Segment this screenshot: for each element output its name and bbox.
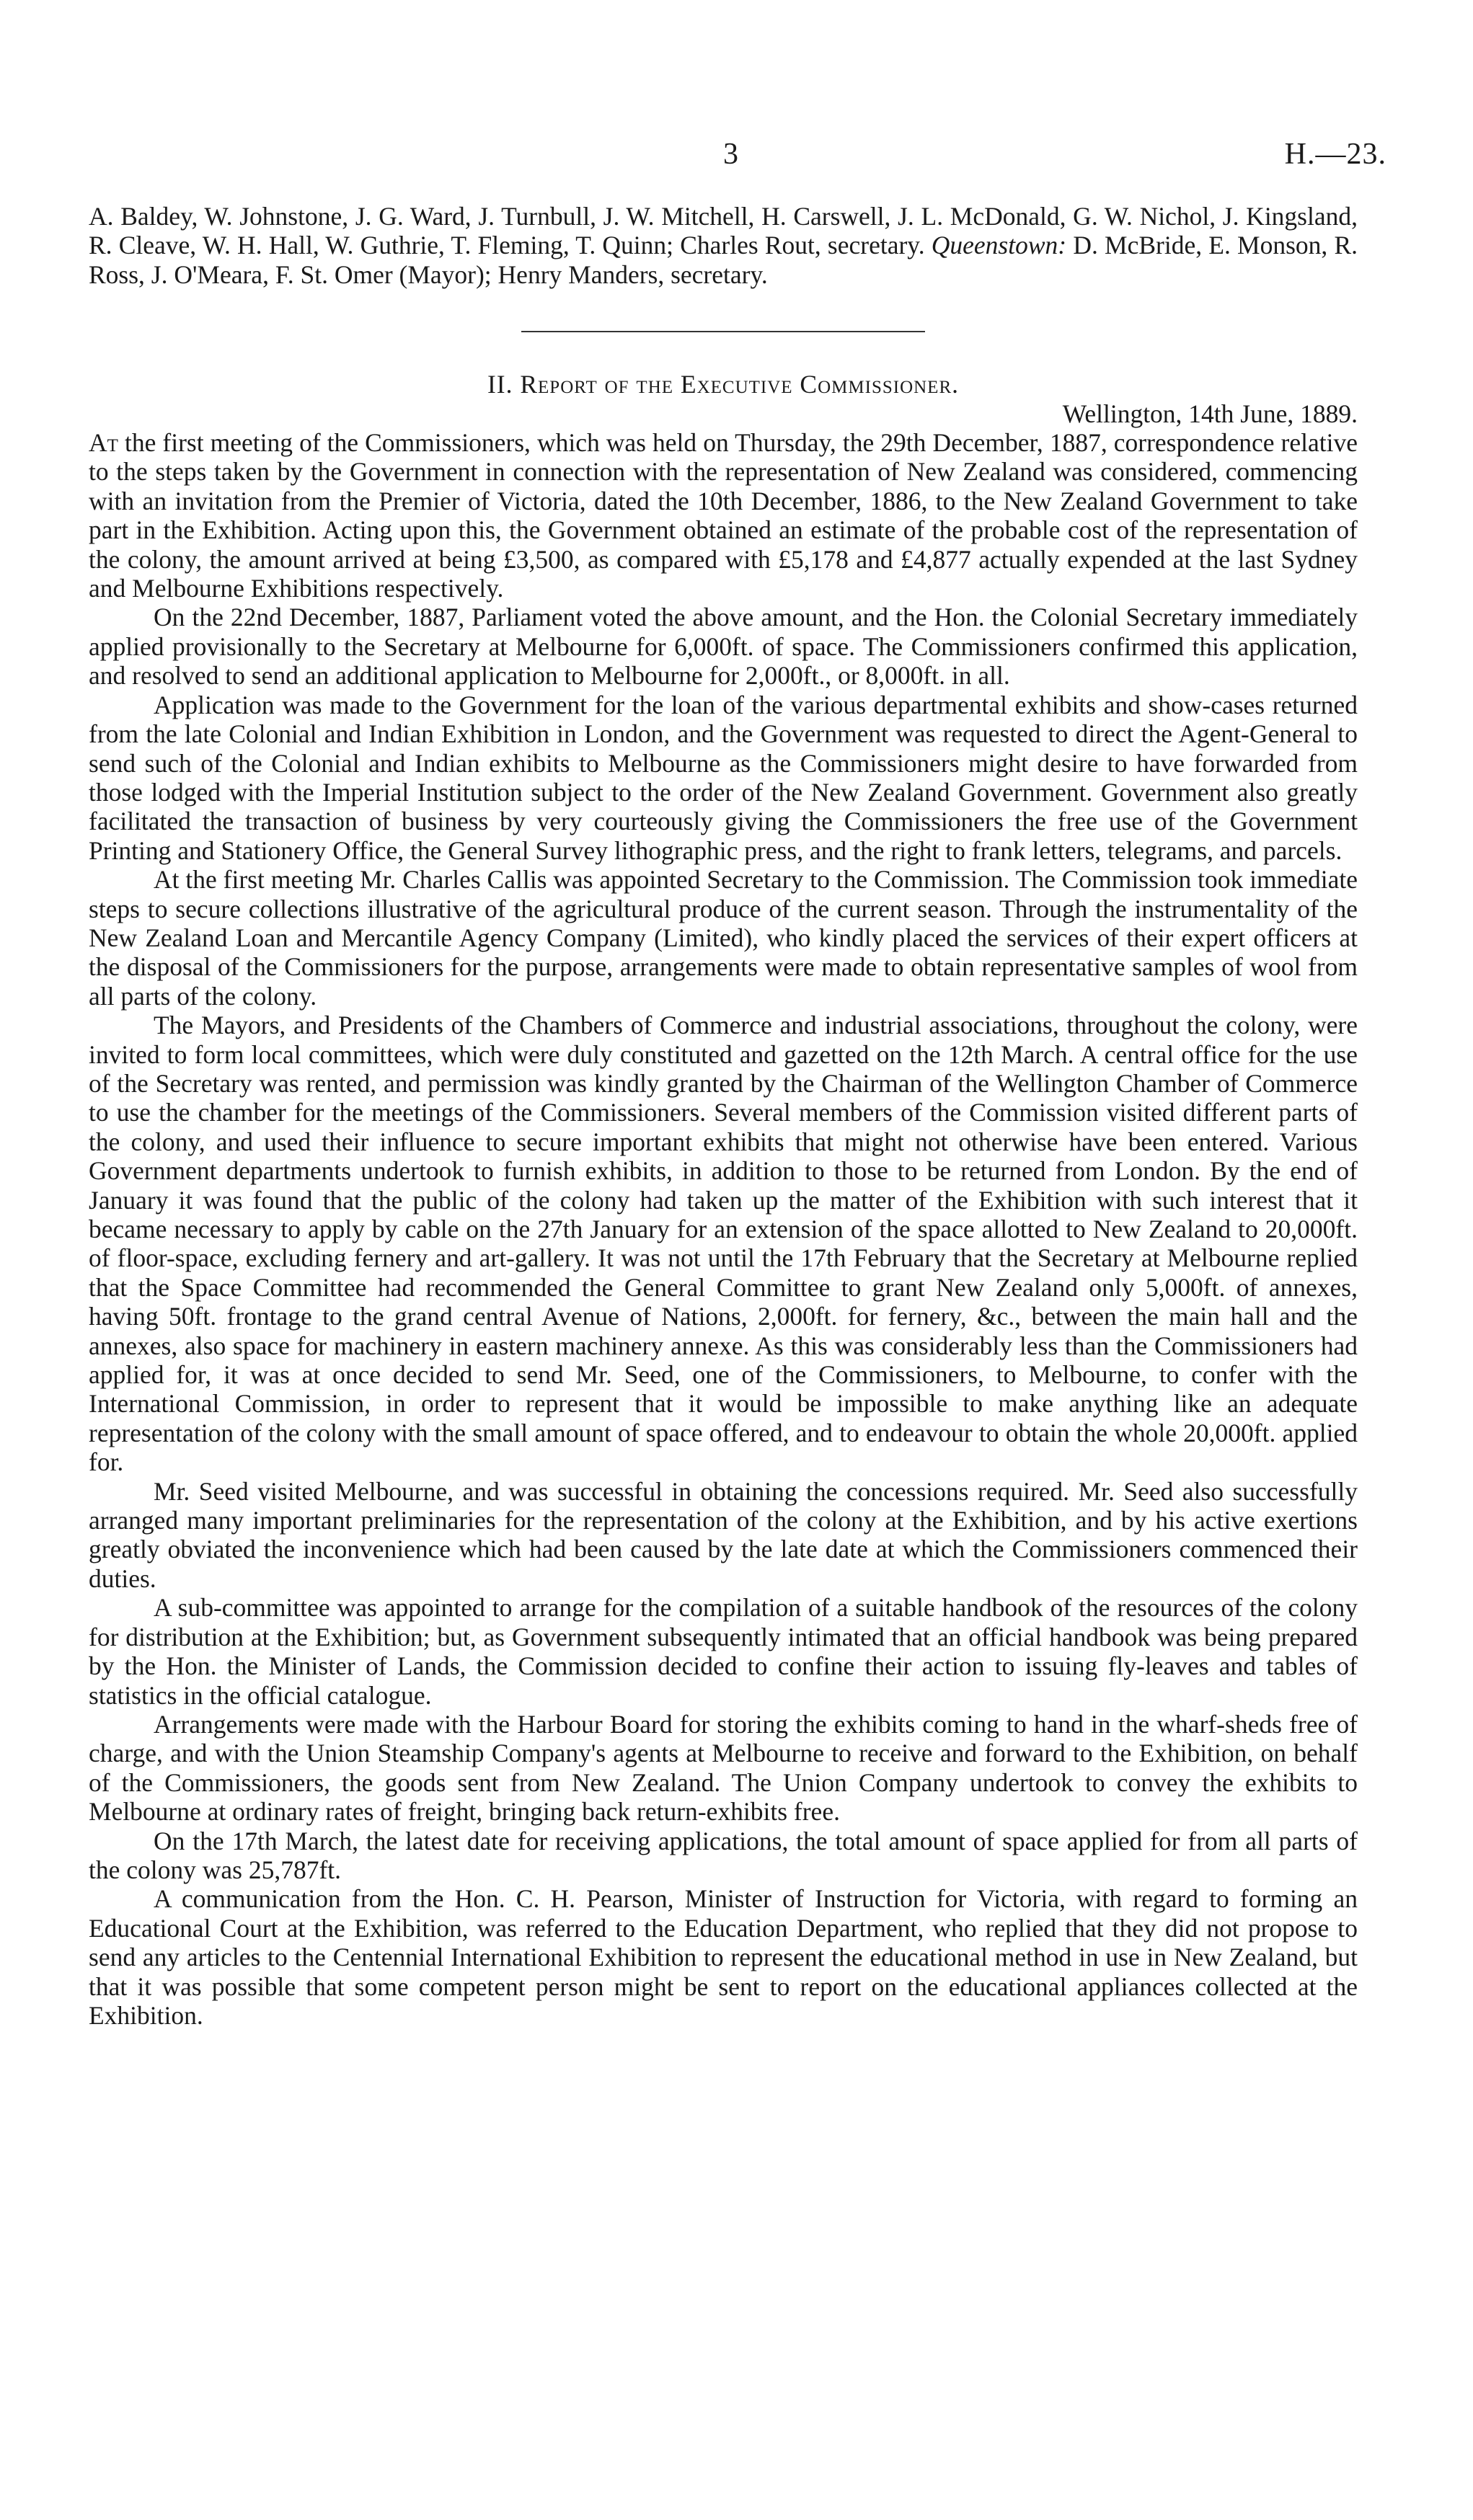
section-heading: II. Report of the Executive Commissioner. xyxy=(487,370,960,399)
document-reference: H.—23. xyxy=(1284,138,1386,171)
page-header xyxy=(0,137,1473,180)
paragraph-4: At the first meeting Mr. Charles Callis was appointed Secretary to the Commission. The Commission took immediate steps to secure collections illustrative of the agricultural produce of the current season. Through the instrumentality of the New Zealand Loan and Mercantile Agency Company (Limited), who kindly placed the services of their expert officers at the disposal of the Commissioners for the purpose, arrangements were made to obtain representative samples of wool from all parts of the colony. xyxy=(89,865,1358,1011)
committees-list-paragraph xyxy=(89,202,1358,289)
paragraph-lead-word: At xyxy=(89,428,118,458)
paragraph-5: The Mayors, and Presidents of the Chambers of Commerce and industrial associations, throughout the colony, were invited to form local committees, which were duly constituted and gazetted on the 12th March. A central office for the use of the Secretary was rented, and permission was kindly granted by the Chairman of the Wellington Chamber of Commerce to use the chamber for the meetings of the Commissioners. Several members of the Commission visited different parts of the colony, and used their influence to secure important exhibits that might not otherwise have been entered. Various Government departments undertook to furnish exhibits, in addition to those to be returned from London. By the end of January it was found that the public of the colony had taken up the matter of the Exhibition with such interest that it became necessary to apply by cable on the 27th January for an extension of the space allotted to New Zealand to 20,000ft. of floor-space, excluding fernery and art-gallery. It was not until the 17th February that the Secretary at Melbourne replied that the Space Committee had recommended the General Committee to grant New Zealand only 5,000ft. of annexes, having 50ft. frontage to the grand central Avenue of Nations, 2,000ft. for fernery, &c., between the main hall and the annexes, also space for machinery in eastern machinery annexe. As this was considerably less than the Commissioners had applied for, it was at once decided to send Mr. Seed, one of the Commissioners, to Melbourne, to confer with the International Commission, in order to represent that it would be impossible to make anything like an adequate representation of the colony with the small amount of space offered, and to endeavour to obtain the whole 20,000ft. applied for. xyxy=(89,1011,1358,1477)
paragraph-9: On the 17th March, the latest date for receiving applications, the total amount of space applied for from all parts of the colony was 25,787ft. xyxy=(89,1826,1358,1884)
place-name-queenstown: Queenstown: xyxy=(931,231,1067,260)
paragraph-8: Arrangements were made with the Harbour Board for storing the exhibits coming to hand in the wharf-sheds free of charge, and with the Union Steamship Company's agents at Melbourne to receive and forward to the Exhibition, on behalf of the Commissioners, the goods sent from New Zealand. The Union Company undertook to convey the exhibits to Melbourne at ordinary rates of freight, bringing back return-exhibits free. xyxy=(89,1709,1358,1827)
paragraph-1 xyxy=(89,428,1358,603)
paragraph-2: On the 22nd December, 1887, Parliament voted the above amount, and the Hon. the Colonial Secretary immediately applied provisionally to the Secretary at Melbourne for 6,000ft. of space. The Commissioners confirmed this application, and resolved to send an additional application to Melbourne for 2,000ft., or 8,000ft. in all. xyxy=(89,603,1358,691)
page-number: 3 xyxy=(723,138,738,171)
section-divider xyxy=(521,331,925,332)
paragraph-10: A communication from the Hon. C. H. Pearson, Minister of Instruction for Victoria, with regard to forming an Educational Court at the Exhibition, was referred to the Education Department, who replied that they did not propose to send any articles to the Centennial International Exhibition to represent the educational method in use in New Zealand, but that it was possible that some competent person might be sent to report on the educational appliances collected at the Exhibition. xyxy=(89,1884,1358,2030)
dateline: Wellington, 14th June, 1889. xyxy=(1062,399,1358,428)
committees-names-queenstown: D. McBride, E. Monson, R. Ross, J. O'Meara, F. St. Omer (Mayor); Henry Manders, secretary. xyxy=(89,231,1358,289)
paragraph-6: Mr. Seed visited Melbourne, and was successful in obtaining the concessions required. Mr. Seed also successfully arranged many important preliminaries for the representation of the colony at the Exhibition, and by his active exertions greatly obviated the inconvenience which had been caused by the late date at which the Commissioners commenced their duties. xyxy=(89,1476,1358,1593)
committees-names: A. Baldey, W. Johnstone, J. G. Ward, J. Turnbull, J. W. Mitchell, H. Carswell, J. L. McDonald, G. W. Nichol, J. Kingsland, R. Cleave, W. H. Hall, W. Guthrie, T. Fleming, T. Quinn; Charles Rout, secretary. xyxy=(89,202,1358,260)
paragraph-3: Application was made to the Government for the loan of the various departmental exhibits and show-cases returned from the late Colonial and Indian Exhibition in London, and the Government was requested to direct the Agent-General to send such of the Colonial and Indian exhibits to Melbourne as the Commissioners might desire to have forwarded from those lodged with the Imperial Institution subject to the order of the New Zealand Government. Government also greatly facilitated the transaction of business by very courteously giving the Commissioners the free use of the Government Printing and Stationery Office, the General Survey lithographic press, and the right to frank letters, telegrams, and parcels. xyxy=(89,690,1358,865)
paragraph-1-text: the first meeting of the Commissioners, which was held on Thursday, the 29th December, 1887, correspondence relative to the steps taken by the Government in connection with the representation of New Zealand was considered, commencing with an invitation from the Premier of Victoria, dated the 10th December, 1886, to the New Zealand Government to take part in the Exhibition. Acting upon this, the Government obtained an estimate of the probable cost of the representation of the colony, the amount arrived at being £3,500, as compared with £5,178 and £4,877 actually expended at the last Sydney and Melbourne Exhibitions respectively. xyxy=(89,428,1358,603)
paragraph-7: A sub-committee was appointed to arrange for the compilation of a suitable handbook of the resources of the colony for distribution at the Exhibition; but, as Government subsequently intimated that an official handbook was being prepared by the Hon. the Minister of Lands, the Commission decided to confine their action to issuing fly-leaves and tables of statistics in the official catalogue. xyxy=(89,1593,1358,1710)
document-body xyxy=(89,202,1358,2030)
